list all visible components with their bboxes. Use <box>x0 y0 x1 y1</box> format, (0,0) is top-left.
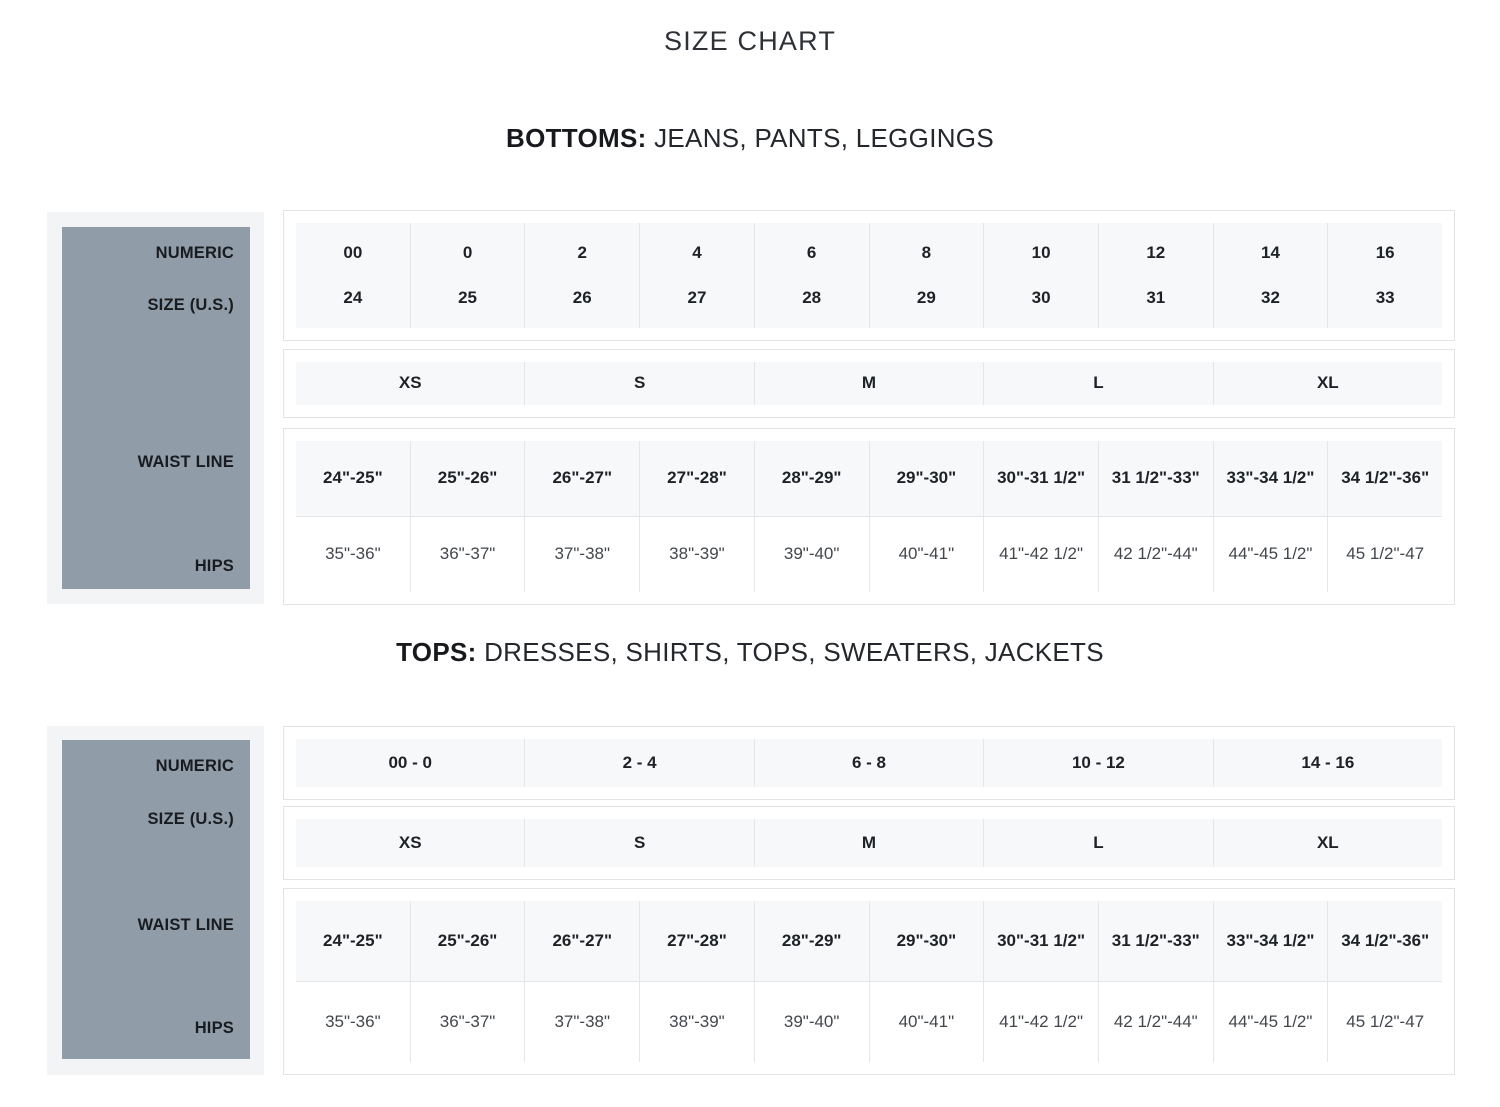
tops-letter-size-cell: L <box>983 819 1212 867</box>
bottoms-letter-size-cell: M <box>754 362 983 405</box>
bottoms-label-waist-line: WAIST LINE <box>137 453 234 471</box>
numeric-size-value: 2 <box>577 243 587 263</box>
tops-size-range-cell: 14 - 16 <box>1213 739 1442 787</box>
waist-cell: 30"-31 1/2" <box>983 441 1098 517</box>
tops-letter-size-row <box>283 806 1455 880</box>
waist-cell: 34 1/2"-36" <box>1327 441 1442 517</box>
bottoms-letter-size-cell: L <box>983 362 1212 405</box>
tops-size-range-cell: 6 - 8 <box>754 739 983 787</box>
us-size-value: 32 <box>1261 287 1280 307</box>
numeric-size-value: 14 <box>1261 243 1280 263</box>
bottoms-side-panel <box>47 212 264 604</box>
tops-label-size-us: SIZE (U.S.) <box>147 810 234 828</box>
us-size-value: 29 <box>916 287 936 307</box>
waist-cell: 34 1/2"-36" <box>1327 901 1442 982</box>
bottoms-size-cell <box>296 223 410 328</box>
tops-label-hips: HIPS <box>194 1019 234 1037</box>
waist-cell: 25"-26" <box>410 441 525 517</box>
bottoms-size-cell <box>524 223 639 328</box>
bottoms-numeric-size-row <box>283 210 1455 341</box>
hips-cell: 37"-38" <box>524 982 639 1063</box>
tops-measurements <box>283 888 1455 1075</box>
waist-cell: 30"-31 1/2" <box>983 901 1098 982</box>
hips-cell: 44"-45 1/2" <box>1213 982 1328 1063</box>
tops-hips-row <box>296 982 1442 1063</box>
page-title: SIZE CHART <box>663 26 837 56</box>
bottoms-label-hips: HIPS <box>194 557 234 575</box>
hips-cell: 40"-41" <box>869 982 984 1063</box>
tops-label-waist-line: WAIST LINE <box>137 916 234 934</box>
hips-cell: 35"-36" <box>325 1011 381 1031</box>
hips-cell: 38"-39" <box>639 982 754 1063</box>
bottoms-section-heading <box>0 122 1500 154</box>
bottoms-size-cell <box>639 223 754 328</box>
tops-section-heading <box>0 636 1500 668</box>
hips-cell: 42 1/2"-44" <box>1098 517 1213 593</box>
tops-size-range-cell: 10 - 12 <box>983 739 1212 787</box>
bottoms-side-label-box <box>62 227 250 589</box>
hips-cell: 44"-45 1/2" <box>1213 517 1328 593</box>
bottoms-size-cell <box>754 223 869 328</box>
numeric-size-value: 8 <box>921 243 932 263</box>
waist-cell: 26"-27" <box>524 441 639 517</box>
bottoms-heading-category: BOTTOMS: <box>506 123 647 153</box>
bottoms-label-size-us: SIZE (U.S.) <box>147 296 234 314</box>
tops-letter-size-cell: XS <box>296 819 524 867</box>
bottoms-size-cell <box>869 223 984 328</box>
tops-side-panel <box>47 726 264 1075</box>
hips-cell: 36"-37" <box>410 517 525 593</box>
numeric-size-value: 00 <box>343 243 363 263</box>
numeric-size-value: 10 <box>1031 243 1051 263</box>
us-size-value: 25 <box>458 287 478 307</box>
numeric-size-value: 6 <box>806 243 817 263</box>
waist-cell: 31 1/2"-33" <box>1098 441 1213 517</box>
bottoms-size-cell <box>983 223 1098 328</box>
hips-cell: 45 1/2"-47 <box>1327 982 1442 1063</box>
waist-cell: 29"-30" <box>869 441 984 517</box>
waist-cell: 29"-30" <box>869 901 984 982</box>
waist-cell: 31 1/2"-33" <box>1098 901 1213 982</box>
waist-cell: 33"-34 1/2" <box>1213 901 1328 982</box>
hips-cell: 37"-38" <box>524 517 639 593</box>
tops-letter-size-cell: XL <box>1213 819 1442 867</box>
us-size-value: 33 <box>1375 287 1395 307</box>
waist-cell: 24"-25" <box>296 901 410 982</box>
hips-cell: 42 1/2"-44" <box>1098 982 1213 1063</box>
bottoms-heading-items: JEANS, PANTS, LEGGINGS <box>654 123 994 153</box>
us-size-value: 28 <box>802 287 822 307</box>
hips-cell: 39"-40" <box>754 982 869 1063</box>
us-size-value: 30 <box>1031 287 1051 307</box>
hips-cell: 45 1/2"-47 <box>1327 517 1442 593</box>
us-size-value: 26 <box>572 287 592 307</box>
waist-cell: 28"-29" <box>754 901 869 982</box>
bottoms-letter-size-cell: XL <box>1213 362 1442 405</box>
waist-cell: 26"-27" <box>524 901 639 982</box>
hips-cell: 39"-40" <box>754 517 869 593</box>
bottoms-size-cell <box>1098 223 1213 328</box>
waist-cell: 27"-28" <box>639 901 754 982</box>
numeric-size-value: 12 <box>1146 243 1166 263</box>
hips-cell: 35"-36" <box>325 544 381 564</box>
us-size-value: 24 <box>343 287 363 307</box>
numeric-size-value: 4 <box>692 243 702 263</box>
bottoms-size-cell <box>1213 223 1328 328</box>
hips-cell: 38"-39" <box>639 517 754 593</box>
tops-side-label-box <box>62 740 250 1059</box>
waist-cell: 28"-29" <box>754 441 869 517</box>
hips-cell: 40"-41" <box>869 517 984 593</box>
bottoms-letter-size-row <box>283 349 1455 418</box>
bottoms-waist-row <box>296 441 1442 517</box>
tops-waist-row <box>296 901 1442 982</box>
tops-letter-size-cell: M <box>754 819 983 867</box>
us-size-value: 31 <box>1146 287 1166 307</box>
waist-cell: 25"-26" <box>410 901 525 982</box>
bottoms-label-numeric: NUMERIC <box>155 244 234 262</box>
tops-size-range-cell: 00 - 0 <box>296 739 524 787</box>
tops-heading-category: TOPS: <box>396 637 477 667</box>
bottoms-measurements <box>283 428 1455 605</box>
waist-cell: 33"-34 1/2" <box>1213 441 1328 517</box>
tops-numeric-size-row <box>283 726 1455 800</box>
bottoms-letter-size-cell: S <box>524 362 753 405</box>
numeric-size-value: 0 <box>462 243 473 263</box>
bottoms-letter-size-cell: XS <box>296 362 524 405</box>
tops-size-range-cell: 2 - 4 <box>524 739 753 787</box>
hips-cell: 36"-37" <box>410 982 525 1063</box>
tops-label-numeric: NUMERIC <box>155 757 234 775</box>
tops-letter-size-cell: S <box>524 819 753 867</box>
waist-cell: 24"-25" <box>296 441 410 517</box>
numeric-size-value: 16 <box>1375 243 1395 263</box>
bottoms-size-cell <box>410 223 525 328</box>
waist-cell: 27"-28" <box>639 441 754 517</box>
hips-cell: 41"-42 1/2" <box>983 982 1098 1063</box>
tops-heading-items: DRESSES, SHIRTS, TOPS, SWEATERS, JACKETS <box>484 637 1104 667</box>
hips-cell: 41"-42 1/2" <box>983 517 1098 593</box>
us-size-value: 27 <box>687 287 707 307</box>
bottoms-hips-row <box>296 517 1442 593</box>
bottoms-size-cell <box>1327 223 1442 328</box>
